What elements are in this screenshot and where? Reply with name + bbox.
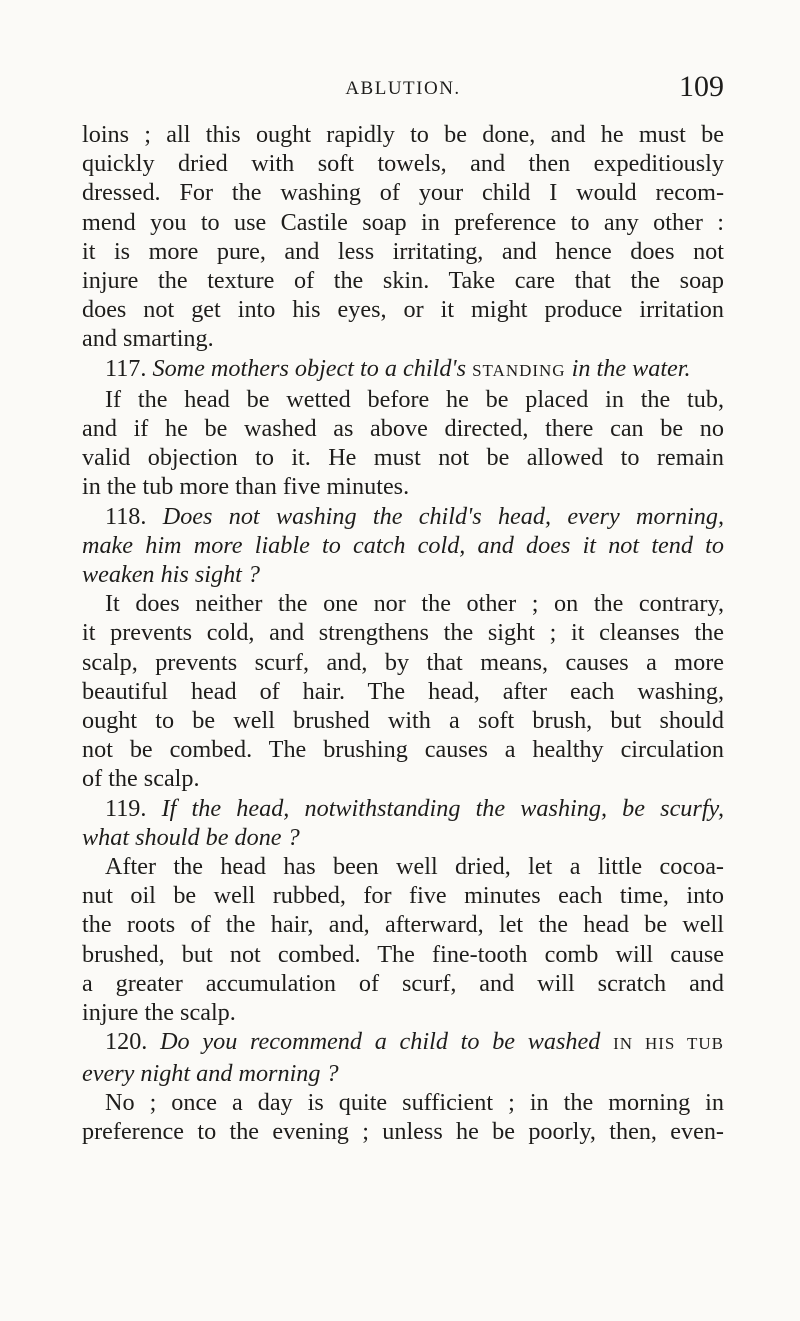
page-number: 109 <box>679 70 724 103</box>
text-line: dressed. For the washing of your child I would recom- <box>82 179 724 207</box>
text-line: beautiful head of hair. The head, after each washing, <box>82 677 724 705</box>
italic-run: in the water. <box>565 354 691 382</box>
italic-run: Does not washing the child's head, every morning, <box>162 502 724 530</box>
text-line: of the scalp. <box>82 765 200 793</box>
text-line: preference to the evening ; unless he be poorly, then, even- <box>82 1117 724 1145</box>
text-line: brushed, but not combed. The fine-tooth comb will cause <box>82 940 724 968</box>
text-line <box>82 794 724 823</box>
text-line: After the head has been well dried, let a little cocoa- <box>105 853 724 881</box>
text-line: and smarting. <box>82 325 214 353</box>
text-line: ought to be well brushed with a soft brush, but should <box>82 707 724 735</box>
italic-run: Some mothers object to a child's <box>152 354 473 382</box>
italic-run: Do you recommend a child to be washed <box>160 1028 614 1056</box>
body-text <box>82 120 724 1146</box>
text-line: in the tub more than five minutes. <box>82 473 410 501</box>
text-line: not be combed. The brushing causes a healthy circulation <box>82 736 724 764</box>
text-run: 119. <box>105 794 162 822</box>
page-header <box>82 70 724 110</box>
text-line: it is more pure, and less irritating, and hence does not <box>82 237 724 265</box>
text-line <box>82 502 724 531</box>
text-line: every night and morning ? <box>82 1059 339 1087</box>
text-run: 117. <box>105 354 153 382</box>
text-line: mend you to use Castile soap in preference to any other : <box>82 208 724 236</box>
text-line: it prevents cold, and strengthens the sight ; it cleanses the <box>82 619 724 647</box>
small-caps-run: STANDING <box>472 360 566 380</box>
text-line: It does neither the one nor the other ; on the contrary, <box>105 590 724 618</box>
text-line: does not get into his eyes, or it might produce irritation <box>82 296 724 324</box>
text-line <box>82 354 724 385</box>
text-line: and if he be washed as above directed, there can be no <box>82 415 724 443</box>
text-run: 118. <box>105 502 163 530</box>
text-line: If the head be wetted before he be placed in the tub, <box>105 385 724 413</box>
text-line: valid objection to it. He must not be allowed to remain <box>82 444 724 472</box>
italic-run: If the head, notwithstanding the washing, be scurfy, <box>161 794 724 822</box>
text-line: the roots of the hair, and, afterward, let the head be well <box>82 911 724 939</box>
text-line: quickly dried with soft towels, and then expeditiously <box>82 150 724 178</box>
text-line: loins ; all this ought rapidly to be done, and he must be <box>82 121 724 148</box>
text-line: weaken his sight ? <box>82 561 261 589</box>
text-line: injure the texture of the skin. Take care that the soap <box>82 267 724 295</box>
text-line: No ; once a day is quite sufficient ; in the morning in <box>105 1088 724 1116</box>
text-run: 120. <box>105 1028 161 1056</box>
text-line: nut oil be well rubbed, for five minutes each time, into <box>82 882 724 910</box>
text-line: a greater accumulation of scurf, and will scratch and <box>82 969 724 997</box>
text-line: injure the scalp. <box>82 999 236 1027</box>
small-caps-run: IN HIS TUB <box>613 1034 725 1054</box>
text-line: scalp, prevents scurf, and, by that means, causes a more <box>82 648 724 676</box>
text-line <box>82 1027 724 1058</box>
text-line: what should be done ? <box>82 823 300 851</box>
text-line: make him more liable to catch cold, and does it not tend to <box>82 531 724 559</box>
running-title: ABLUTION. <box>345 78 461 99</box>
